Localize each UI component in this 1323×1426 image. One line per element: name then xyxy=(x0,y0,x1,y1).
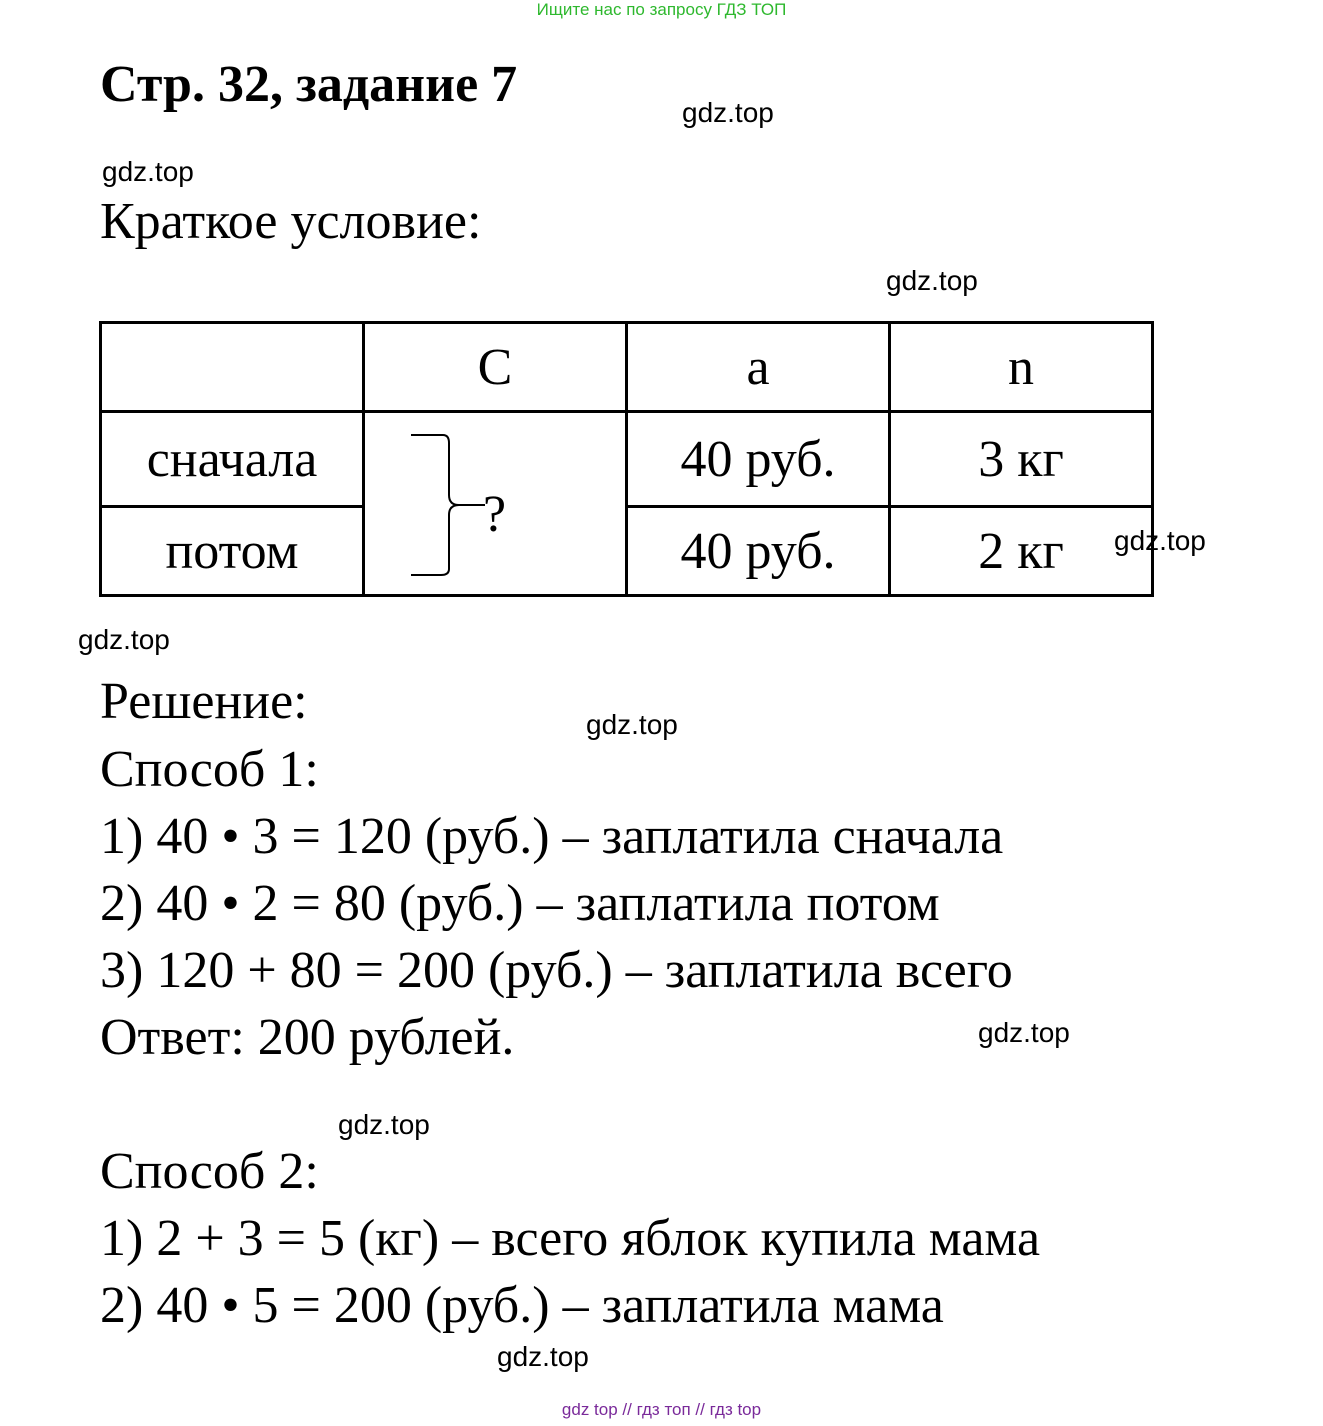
watermark: gdz.top xyxy=(497,1341,589,1372)
table-cell-total xyxy=(364,412,627,596)
page-title: Стр. 32, задание 7 xyxy=(100,56,518,113)
method1-answer: Ответ: 200 рублей. xyxy=(100,1009,515,1066)
method1-step: 3) 120 + 80 = 200 (руб.) – заплатила всего xyxy=(100,942,1013,999)
condition-heading: Краткое условие: xyxy=(100,193,482,250)
table-header-row xyxy=(101,323,1153,412)
method2-step: 2) 40 • 5 = 200 (руб.) – заплатила мама xyxy=(100,1277,944,1334)
watermark: gdz.top xyxy=(78,624,170,655)
bottom-banner: gdz top // гдз топ // гдз top xyxy=(561,1400,762,1419)
table-header-cell xyxy=(101,323,364,412)
question-mark: ? xyxy=(483,486,507,543)
table-cell-label: сначала xyxy=(101,412,364,507)
top-banner: Ищите нас по запросу ГДЗ ТОП xyxy=(536,0,787,19)
table-header-cell: C xyxy=(364,323,627,412)
method1-step: 2) 40 • 2 = 80 (руб.) – заплатила потом xyxy=(100,875,940,932)
watermark: gdz.top xyxy=(978,1017,1070,1048)
table-row xyxy=(101,412,1153,507)
watermark: gdz.top xyxy=(1114,525,1206,556)
table-cell-quantity: 2 кг xyxy=(890,507,1153,596)
watermark: gdz.top xyxy=(682,97,774,128)
table-row xyxy=(101,507,1153,596)
method1-heading: Способ 1: xyxy=(100,741,319,798)
table-header-cell: n xyxy=(890,323,1153,412)
watermark: gdz.top xyxy=(586,709,678,740)
table-cell-label: потом xyxy=(101,507,364,596)
table-cell-price: 40 руб. xyxy=(627,507,890,596)
table-cell-quantity: 3 кг xyxy=(890,412,1153,507)
method1-step: 1) 40 • 3 = 120 (руб.) – заплатила сначала xyxy=(100,808,1004,865)
table-header-cell: a xyxy=(627,323,890,412)
watermark: gdz.top xyxy=(886,265,978,296)
watermark: gdz.top xyxy=(102,156,194,187)
condition-table xyxy=(99,321,1154,597)
method2-step: 1) 2 + 3 = 5 (кг) – всего яблок купила мама xyxy=(100,1210,1041,1267)
table-cell-price: 40 руб. xyxy=(627,412,890,507)
method2-heading: Способ 2: xyxy=(100,1143,319,1200)
solution-heading: Решение: xyxy=(100,673,308,730)
watermark: gdz.top xyxy=(338,1109,430,1140)
